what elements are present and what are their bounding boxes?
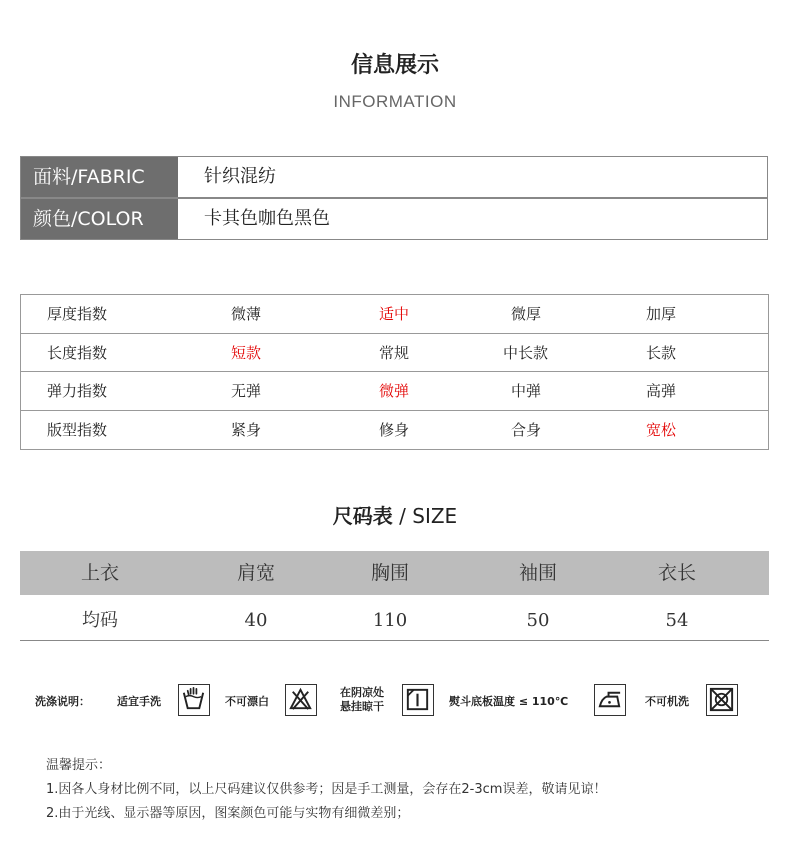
index-row-elasticity [21, 372, 768, 411]
color-row [20, 198, 768, 240]
fabric-value: 针织混纺 [204, 166, 276, 187]
care-text: 不可漂白 [225, 695, 269, 708]
index-option: 紧身 [231, 420, 262, 439]
index-option: 中弹 [511, 382, 542, 400]
index-table [20, 294, 769, 450]
index-row-length [21, 334, 768, 373]
color-value: 卡其色咖色黑色 [204, 208, 330, 229]
index-name: 厚度指数 [47, 305, 108, 323]
no-machine-wash-icon [706, 684, 738, 716]
size-header-cell: 上衣 [80, 562, 120, 584]
care-text: 适宜手洗 [117, 695, 161, 708]
care-text: 不可机洗 [645, 695, 689, 708]
size-table-row [20, 595, 769, 641]
index-option: 长款 [646, 343, 677, 362]
care-text: 熨斗底板温度 ≤ 110℃ [449, 695, 569, 708]
tips-line: 1.因各人身材比例不同，以上尺码建议仅供参考；因是手工测量，会存在2-3cm误差，敬请见谅！ [46, 782, 607, 797]
index-option: 微弹 [379, 382, 410, 400]
size-title-bold: 尺码表 [332, 504, 393, 528]
size-cell: 50 [526, 610, 550, 631]
tips-line: 2.由于光线、显示器等原因，图案颜色可能与实物有细微差别； [46, 806, 410, 821]
shade-hang-dry-icon [402, 684, 434, 716]
index-option: 微薄 [231, 305, 262, 323]
index-option: 合身 [511, 420, 542, 439]
index-option: 宽松 [646, 420, 677, 439]
index-option: 适中 [379, 305, 410, 323]
size-cell: 均码 [82, 610, 118, 631]
size-title-rest: / SIZE [392, 504, 458, 528]
size-table-header [20, 551, 769, 595]
index-option: 无弹 [231, 382, 262, 400]
no-bleach-icon [285, 684, 317, 716]
size-header-cell: 肩宽 [236, 562, 276, 584]
index-option: 修身 [379, 420, 410, 439]
index-option: 微厚 [511, 305, 542, 323]
index-option: 中长款 [503, 343, 549, 362]
fabric-row [20, 156, 768, 198]
size-header-cell: 胸围 [370, 562, 410, 584]
care-instructions [35, 684, 775, 718]
index-row-thickness [21, 295, 768, 334]
iron-icon [594, 684, 626, 716]
index-name: 版型指数 [47, 420, 108, 439]
index-option: 常规 [379, 343, 410, 362]
index-option: 加厚 [646, 305, 677, 323]
index-name: 弹力指数 [47, 382, 108, 400]
index-row-fit [21, 411, 768, 450]
size-chart-title [0, 500, 790, 529]
size-header-cell: 衣长 [657, 562, 697, 584]
size-cell: 40 [244, 610, 268, 631]
index-option: 高弹 [646, 382, 677, 400]
tips-title: 温馨提示： [46, 758, 112, 773]
care-label: 洗涤说明： [35, 695, 90, 708]
care-text: 在阴凉处 [340, 686, 384, 699]
fabric-label: 面料/FABRIC [21, 157, 178, 197]
care-text: 悬挂晾干 [340, 700, 384, 713]
hand-wash-icon [178, 684, 210, 716]
index-name: 长度指数 [47, 343, 108, 362]
page-subtitle: INFORMATION [333, 92, 457, 111]
index-option: 短款 [231, 343, 262, 362]
page-title: 信息展示 [350, 53, 439, 78]
tips-section [46, 754, 606, 826]
size-cell: 54 [665, 610, 689, 631]
size-header-cell: 袖围 [518, 562, 558, 584]
color-label: 颜色/COLOR [21, 199, 178, 239]
size-cell: 110 [372, 610, 408, 631]
